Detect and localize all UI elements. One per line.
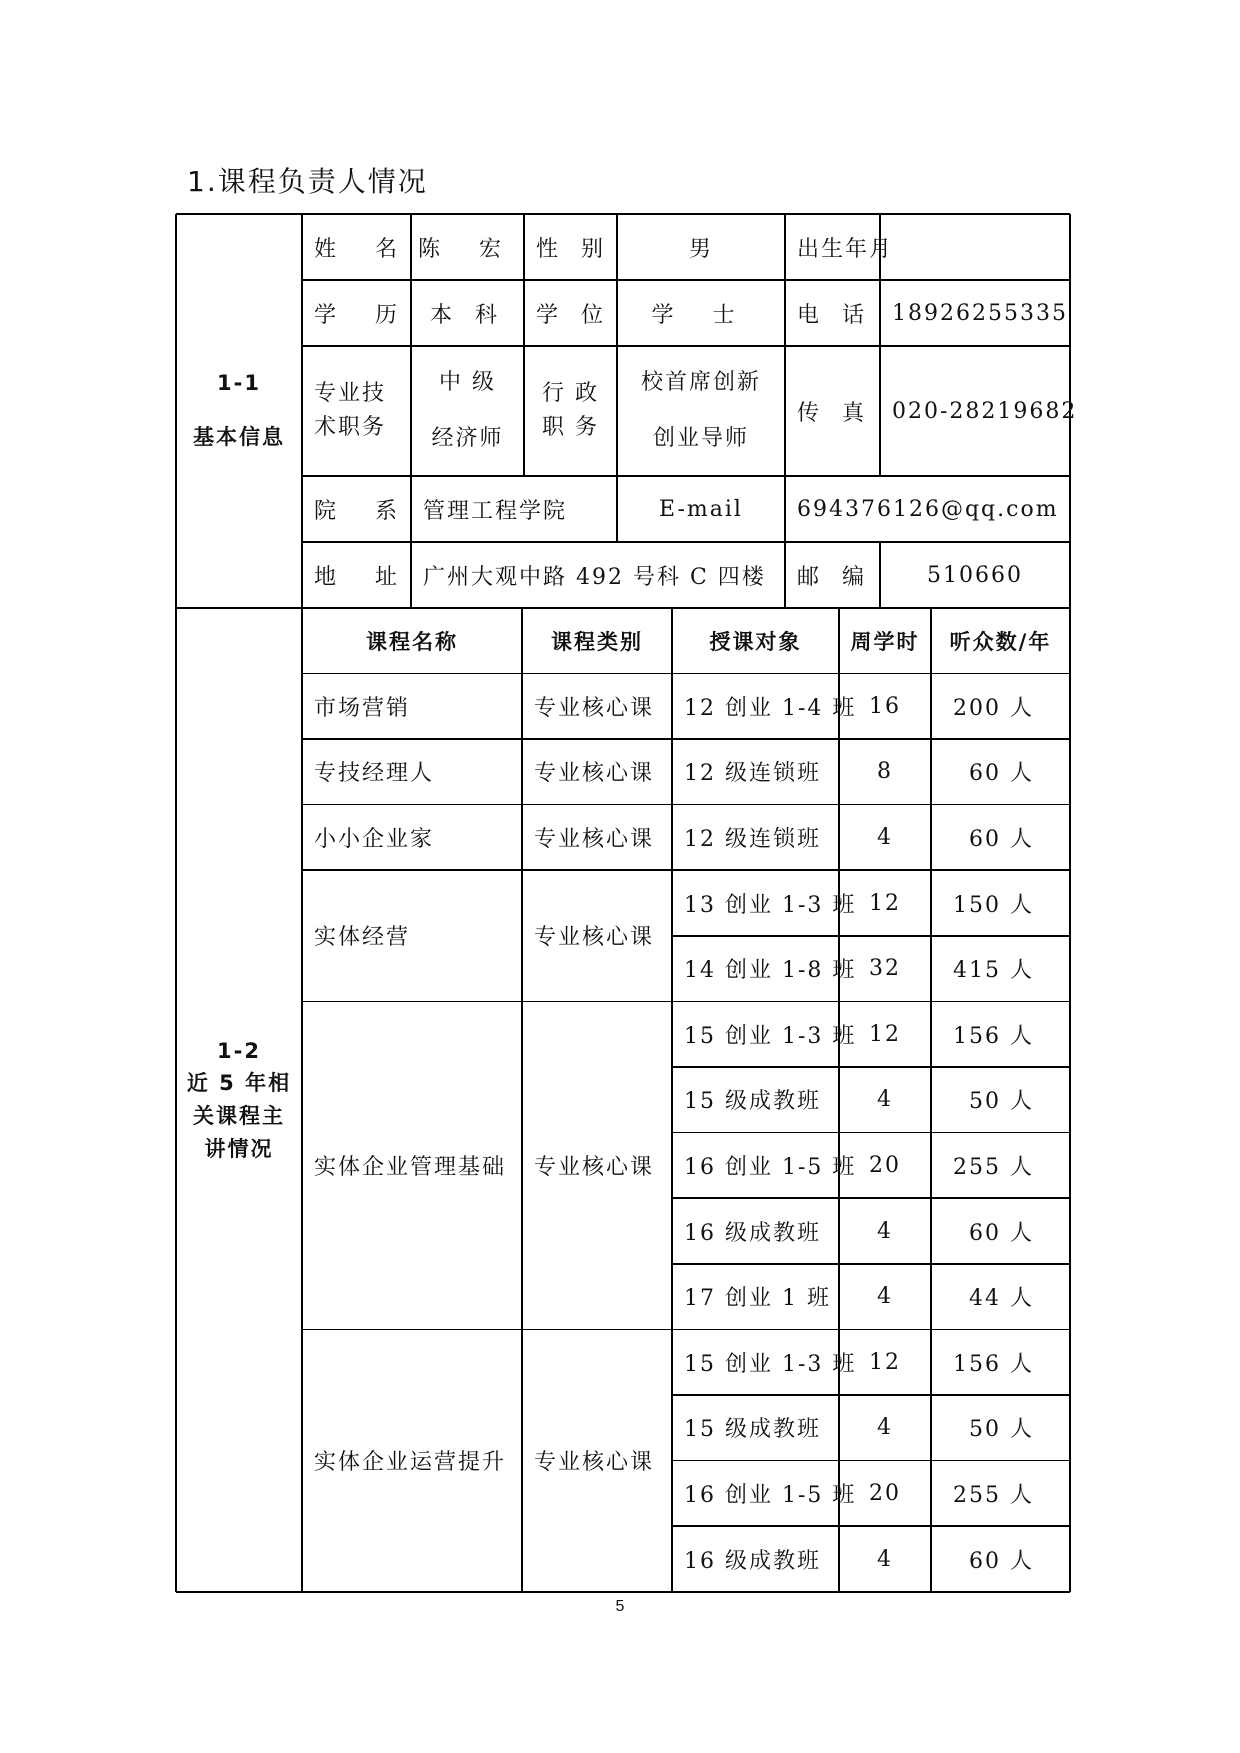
basic-info-label <box>176 214 302 608</box>
teaching-history-label-lines <box>187 1035 291 1165</box>
course-name: 市场营销 <box>314 695 411 721</box>
weekly-hours: 4 <box>877 1546 893 1572</box>
admin-label-lines <box>542 377 599 445</box>
teaching-target: 13 创业 1-3 班 <box>684 892 857 918</box>
postcode-value: 510660 <box>927 562 1023 588</box>
fax-value: 020-28219682 <box>892 398 1078 424</box>
course-name: 小小企业家 <box>314 827 435 853</box>
weekly-hours: 4 <box>877 1087 893 1113</box>
name-value: 陈 宏 <box>418 236 517 262</box>
section-heading: 1.课程负责人情况 <box>187 165 428 198</box>
course-category: 专业核心课 <box>534 761 655 787</box>
title-label-lines <box>314 377 386 445</box>
teaching-history-label-line-1: 1-2 <box>217 1038 261 1063</box>
teaching-target: 15 级成教班 <box>684 1417 821 1443</box>
postcode-label: 邮 编 <box>797 564 872 590</box>
audience-count: 60 人 <box>969 827 1034 853</box>
course-name: 实体企业管理基础 <box>314 1155 507 1181</box>
weekly-hours-header: 周学时 <box>850 629 920 654</box>
title-value-line-1: 中 级 <box>438 369 496 395</box>
phone-value: 18926255335 <box>892 300 1068 326</box>
title-value-lines <box>431 355 503 467</box>
admin-label-line-1: 行 政 <box>542 380 599 406</box>
teaching-target: 15 级成教班 <box>684 1089 821 1115</box>
education-value: 本 科 <box>430 302 505 328</box>
gender-value: 男 <box>688 236 713 262</box>
weekly-hours: 20 <box>869 1153 901 1179</box>
course-name-header: 课程名称 <box>366 629 458 654</box>
audience-count: 150 人 <box>953 892 1034 918</box>
teaching-history-label-line-4: 讲情况 <box>204 1136 274 1161</box>
teaching-target: 16 创业 1-5 班 <box>684 1155 857 1181</box>
course-category: 专业核心课 <box>534 827 655 853</box>
education-label: 学 历 <box>314 302 413 328</box>
teaching-target: 12 级连锁班 <box>684 827 821 853</box>
audience-count: 60 人 <box>969 1220 1034 1246</box>
teaching-history-label-line-2: 近 5 年相 <box>186 1071 292 1096</box>
audience-count: 156 人 <box>953 1351 1034 1377</box>
page-number: 5 <box>615 1598 625 1615</box>
weekly-hours: 4 <box>877 1218 893 1244</box>
course-category: 专业核心课 <box>534 695 655 721</box>
title-value-line-2: 经济师 <box>431 426 504 451</box>
audience-count: 60 人 <box>969 1548 1034 1574</box>
teaching-target: 14 创业 1-8 班 <box>684 958 857 984</box>
audience-count: 255 人 <box>953 1155 1034 1181</box>
title-label-line-1: 专业技 <box>314 380 387 406</box>
admin-value-lines <box>641 355 761 467</box>
teaching-target: 16 级成教班 <box>684 1220 821 1246</box>
admin-label <box>524 346 617 476</box>
teaching-target: 15 创业 1-3 班 <box>684 1351 857 1377</box>
teaching-target: 15 创业 1-3 班 <box>684 1023 857 1049</box>
course-name: 实体企业运营提升 <box>314 1450 507 1476</box>
degree-value: 学 士 <box>651 302 751 328</box>
teaching-target-header: 授课对象 <box>709 629 802 654</box>
weekly-hours: 16 <box>869 693 901 719</box>
basic-info-label-line-2: 基本信息 <box>193 425 285 449</box>
weekly-hours: 20 <box>869 1481 901 1507</box>
teaching-target: 17 创业 1 班 <box>684 1286 831 1312</box>
address-label: 地 址 <box>314 564 413 590</box>
audience-count: 50 人 <box>969 1417 1034 1443</box>
birth-label: 出生年月 <box>797 236 894 262</box>
course-name: 实体经营 <box>314 925 411 951</box>
email-value: 694376126@qq.com <box>797 496 1059 522</box>
audience-count: 50 人 <box>969 1089 1034 1115</box>
weekly-hours: 4 <box>877 1415 893 1441</box>
fax-label: 传 真 <box>797 400 872 426</box>
dept-label: 院 系 <box>314 498 413 524</box>
teaching-target: 16 创业 1-5 班 <box>684 1483 857 1509</box>
weekly-hours: 4 <box>877 1284 893 1310</box>
gender-label: 性 别 <box>536 236 611 262</box>
birth-value <box>880 214 1070 280</box>
address-value: 广州大观中路 492 号科 C 四楼 <box>423 564 766 590</box>
name-label: 姓 名 <box>314 236 413 262</box>
course-category: 专业核心课 <box>534 1450 655 1476</box>
weekly-hours: 4 <box>877 825 893 851</box>
audience-count: 156 人 <box>953 1023 1034 1049</box>
title-label <box>302 346 411 476</box>
email-label: E-mail <box>659 496 743 522</box>
audience-count: 200 人 <box>953 695 1034 721</box>
audience-count: 60 人 <box>969 761 1034 787</box>
weekly-hours: 12 <box>869 890 901 916</box>
audience-count: 255 人 <box>953 1483 1034 1509</box>
course-category: 专业核心课 <box>534 1155 655 1181</box>
weekly-hours: 8 <box>877 759 893 785</box>
admin-value-line-2: 创业导师 <box>652 426 749 451</box>
admin-label-line-2: 职 务 <box>542 415 599 440</box>
basic-info-label-line-1: 1-1 <box>217 371 261 396</box>
teaching-history-label-line-3: 关课程主 <box>192 1104 285 1128</box>
audience-count: 415 人 <box>953 958 1034 984</box>
basic-info-label-lines <box>193 357 285 464</box>
admin-value <box>617 346 785 476</box>
phone-label: 电 话 <box>797 302 872 328</box>
course-name: 专技经理人 <box>314 761 435 787</box>
teaching-target: 12 级连锁班 <box>684 761 821 787</box>
teaching-target: 12 创业 1-4 班 <box>684 695 857 721</box>
audience-count: 44 人 <box>969 1286 1034 1312</box>
teaching-history-label <box>176 608 302 1592</box>
teaching-target: 16 级成教班 <box>684 1548 821 1574</box>
weekly-hours: 32 <box>869 956 901 982</box>
admin-value-line-1: 校首席创新 <box>640 369 761 395</box>
title-value <box>411 346 524 476</box>
audience-header: 听众数/年 <box>949 629 1052 654</box>
dept-value: 管理工程学院 <box>423 498 568 524</box>
course-category-header: 课程类别 <box>551 629 643 654</box>
degree-label: 学 位 <box>536 302 611 328</box>
weekly-hours: 12 <box>869 1349 901 1375</box>
course-category: 专业核心课 <box>534 925 655 951</box>
title-label-line-2: 术职务 <box>314 415 387 440</box>
weekly-hours: 12 <box>869 1021 901 1047</box>
